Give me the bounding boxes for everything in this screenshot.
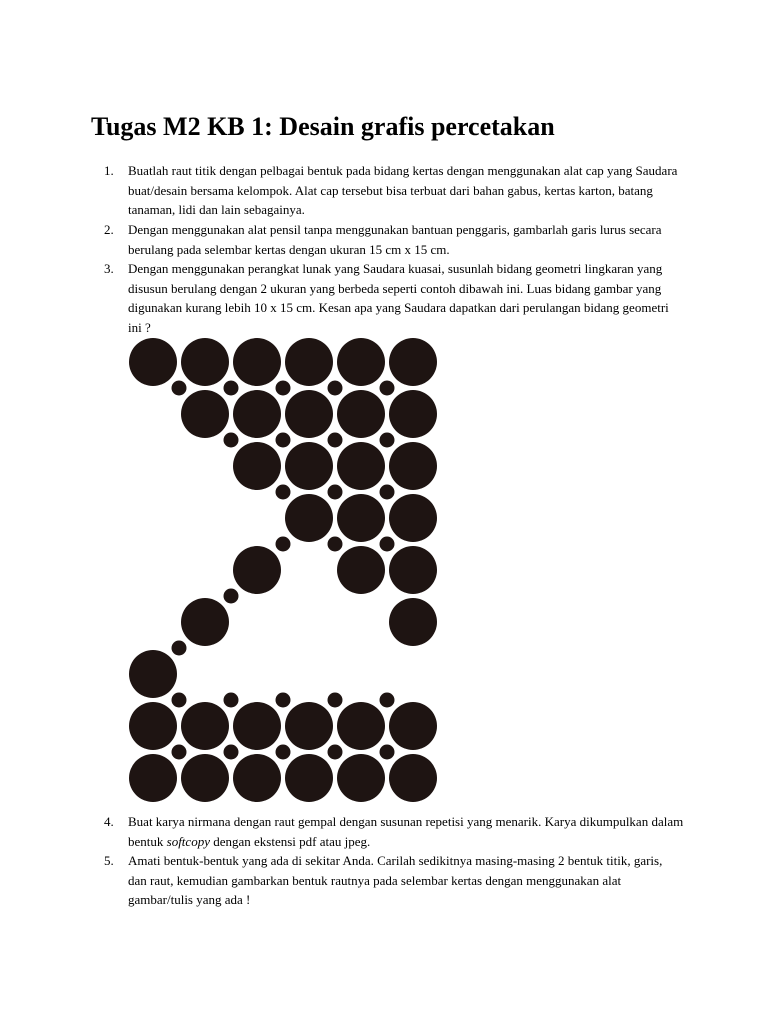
task-text — [128, 812, 684, 851]
large-circle — [129, 702, 177, 750]
task-item-3 — [104, 259, 684, 337]
task-item-5 — [104, 851, 684, 910]
task-text-after: dengan ekstensi pdf atau jpeg. — [209, 833, 371, 849]
small-circle — [276, 537, 291, 552]
task-item-1 — [104, 161, 684, 220]
large-circle — [233, 338, 281, 386]
large-circle — [337, 338, 385, 386]
large-circle — [337, 546, 385, 594]
small-circle — [328, 433, 343, 448]
small-circle — [224, 589, 239, 604]
task-text: Buatlah raut titik dengan pelbagai bentuk pada bidang kertas dengan menggunakan alat cap yang Saudara buat/desain bersama kelompok. Alat cap tersebut bisa terbuat dari bahan gabus, kertas karton, batang tanaman, lidi dan lain sebagainya. — [128, 163, 678, 217]
large-circle — [181, 598, 229, 646]
page-title: Tugas M2 KB 1: Desain grafis percetakan — [91, 112, 555, 141]
small-circle — [172, 745, 187, 760]
task-text-before: Buat karya nirmana dengan raut gempal dengan susunan repetisi yang menarik. Karya dikumpulkan dalam bentuk — [128, 814, 684, 849]
large-circle — [129, 338, 177, 386]
large-circle — [181, 390, 229, 438]
large-circle — [285, 390, 333, 438]
large-circle — [233, 390, 281, 438]
large-circle — [285, 442, 333, 490]
task-text: Amati bentuk-bentuk yang ada di sekitar Anda. Carilah sedikitnya masing-masing 2 bentuk titik, garis, dan raut, kemudian gambarkan bentuk rautnya pada selembar kertas dengan menggunakan alat gambar/tulis yang ada ! — [128, 853, 663, 907]
small-circle — [328, 381, 343, 396]
small-circle — [380, 745, 395, 760]
large-circle — [337, 754, 385, 802]
large-circle — [129, 754, 177, 802]
large-circle — [181, 754, 229, 802]
large-circle — [285, 754, 333, 802]
large-circle — [233, 442, 281, 490]
large-circle — [337, 442, 385, 490]
small-circle — [224, 745, 239, 760]
task-number: 5. — [104, 853, 114, 868]
small-circle — [276, 693, 291, 708]
large-circle — [285, 702, 333, 750]
small-circle — [224, 693, 239, 708]
task-text-italic: softcopy — [166, 833, 210, 849]
circle-pattern-figure — [125, 332, 441, 818]
large-circle — [233, 702, 281, 750]
large-circle — [233, 754, 281, 802]
task-number: 4. — [104, 814, 114, 829]
task-item-4 — [104, 812, 684, 851]
small-circle — [172, 381, 187, 396]
large-circle — [389, 598, 437, 646]
large-circle — [389, 494, 437, 542]
large-circle — [389, 338, 437, 386]
small-circle — [224, 433, 239, 448]
small-circle — [328, 745, 343, 760]
small-circle — [380, 381, 395, 396]
small-circle — [380, 433, 395, 448]
task-number: 1. — [104, 163, 114, 178]
large-circle — [389, 546, 437, 594]
large-circle — [233, 546, 281, 594]
small-circle — [172, 693, 187, 708]
task-number: 3. — [104, 261, 114, 276]
small-circle — [328, 537, 343, 552]
large-circle — [337, 494, 385, 542]
task-text: Dengan menggunakan alat pensil tanpa menggunakan bantuan penggaris, gambarlah garis lurus secara berulang pada selembar kertas dengan ukuran 15 cm x 15 cm. — [128, 222, 662, 257]
small-circle — [380, 537, 395, 552]
task-number: 2. — [104, 222, 114, 237]
small-circle — [276, 745, 291, 760]
large-circle — [129, 650, 177, 698]
large-circle — [285, 494, 333, 542]
large-circle — [181, 702, 229, 750]
task-text: Dengan menggunakan perangkat lunak yang Saudara kuasai, susunlah bidang geometri lingkaran yang disusun berulang dengan 2 ukuran yang berbeda seperti contoh dibawah ini. Luas bidang gambar yang digunakan kurang lebih 10 x 15 cm. Kesan apa yang Saudara dapatkan dari perulangan bidang geometri ini ? — [128, 261, 669, 335]
large-circle — [389, 390, 437, 438]
small-circle — [172, 641, 187, 656]
small-circle — [328, 693, 343, 708]
small-circle — [328, 485, 343, 500]
small-circle — [380, 693, 395, 708]
small-circle — [276, 433, 291, 448]
large-circle — [389, 442, 437, 490]
task-item-2 — [104, 220, 684, 259]
large-circle — [285, 338, 333, 386]
small-circle — [276, 381, 291, 396]
small-circle — [224, 381, 239, 396]
small-circle — [276, 485, 291, 500]
large-circle — [337, 702, 385, 750]
small-circle — [380, 485, 395, 500]
large-circle — [181, 338, 229, 386]
large-circle — [389, 754, 437, 802]
large-circle — [389, 702, 437, 750]
large-circle — [337, 390, 385, 438]
